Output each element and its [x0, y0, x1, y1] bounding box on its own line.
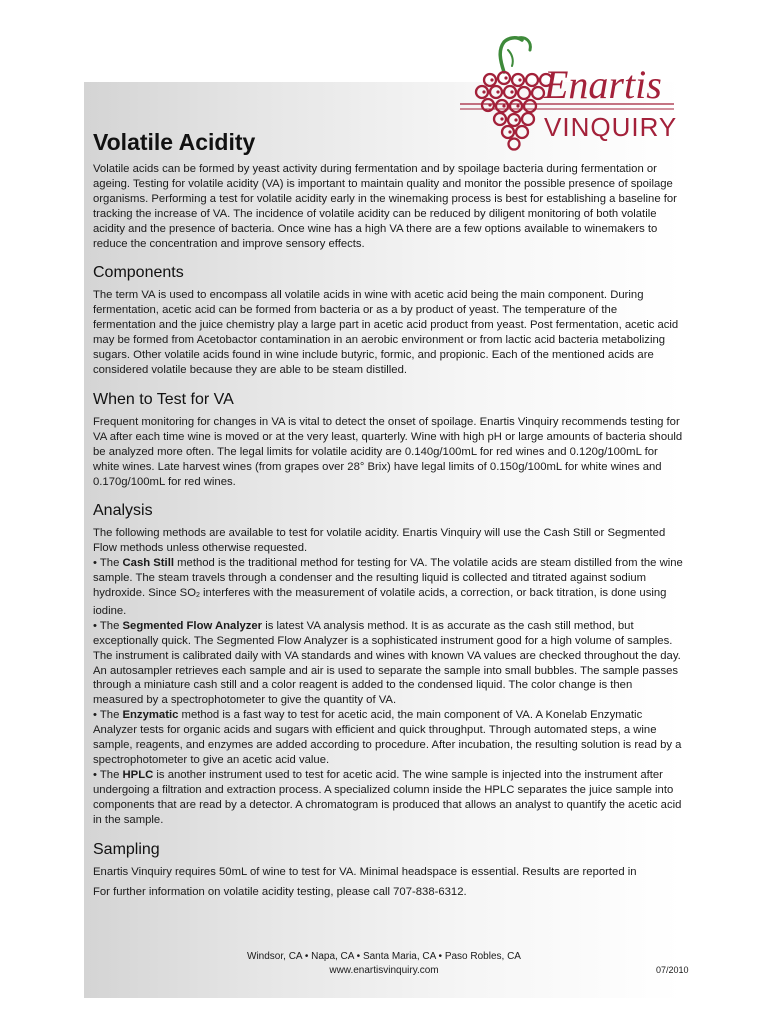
method-name: Segmented Flow Analyzer — [122, 619, 263, 632]
bullet: • The — [93, 557, 123, 570]
intro-paragraph: Volatile acids can be formed by yeast activity during fermentation and by spoilage bacteria during fermentation or ageing. Testing for volatile acidity (VA) is important to maintain quality and monitor the possible presence of spoilage organisms. Performing a test for volatile acidity early in the winemaking process is best for establishing a baseline for tracking the increase of VA. The incidence of volatile acidity can be reduced by diligent monitoring of both volatile acidity and the presence of bacteria. Once wine has a high VA there are a few options available to winemakers to reduce the concentration and improve sensory effects. — [93, 163, 677, 250]
footer-website: www.enartisvinquiry.com — [329, 965, 439, 976]
when-to-test-paragraph: Frequent monitoring for changes in VA is vital to detect the onset of spoilage. Enartis Vinquiry recommends testing for VA after each time wine is moved or at the very least, quarterly. Wine with high pH or large amounts of bacteria should be analyzed more often. The legal limits for volatile acidity are 0.140g/100mL for red wines and 0.120g/100mL for white wines. Late harvest wines (from grapes over 28° Brix) have legal limits of 0.150g/100mL for white wines and 0.170g/100mL for red wines. — [93, 415, 683, 488]
sampling-heading: Sampling — [93, 840, 160, 858]
segmented-flow-item — [93, 619, 683, 708]
sampling-paragraph: Enartis Vinquiry requires 50mL of wine to test for VA. Minimal headspace is essential. Results are reported in — [93, 865, 637, 878]
enzymatic-item — [93, 708, 683, 768]
bullet: • The — [93, 619, 123, 632]
footer-locations: Windsor, CA • Napa, CA • Santa Maria, CA • Paso Robles, CA — [247, 951, 521, 962]
components-heading: Components — [93, 264, 184, 282]
analysis-heading: Analysis — [93, 502, 153, 520]
components-paragraph: The term VA is used to encompass all volatile acids in wine with acetic acid being the main component. During fermentation, acetic acid can be formed from bacteria or as a by product of yeast. The temperature of the fermentation and the juice chemistry play a large part in acetic acid product from yeast. Post fermentation, acetic acid may be formed from Acetobactor contamination in an aerobic environment or from lactic acid bacteria metabolizing sugars. Other volatile acids found in wine include butyric, formic, and propionic. Each of the mentioned acids are considered volatile because they are able to be steam distilled. — [93, 289, 679, 376]
cash-still-item — [93, 556, 683, 619]
contact-paragraph: For further information on volatile acidity testing, please call 707-838-6312. — [93, 886, 467, 899]
document-body — [93, 127, 683, 900]
method-name: Cash Still — [122, 557, 174, 570]
method-text: is another instrument used to test for acetic acid. The wine sample is injected into the instrument after undergoing a filtration and extraction process. A specialized column inside the HPLC separates the juice sample into components that are read by a detector. A chromatogram is produced that allows an analyst to quantify the acetic acid in the sample. — [93, 768, 682, 826]
hplc-item — [93, 768, 683, 828]
method-text: method is the traditional method for testing for VA. The volatile acids are steam distilled from the wine sample. The steam travels through a condenser and the resulting liquid is collected and titrated against sodium hydroxide. Since SO — [93, 557, 683, 600]
method-text: method is a fast way to test for acetic acid, the main component of VA. A Konelab Enzymatic Analyzer tests for organic acids and sugars with efficient and quick throughput. Through automated steps, a wine sample, reagents, and enzymes are added according to procedure. After incubation, the resulting solution is read by a spectrophotometer to give an acetic acid value. — [93, 709, 682, 766]
bullet: • The — [93, 709, 123, 722]
brand-name-vinquiry: VINQUIRY — [544, 112, 678, 142]
method-name: HPLC — [122, 768, 154, 781]
method-text: is latest VA analysis method. It is as accurate as the cash still method, but exceptionally quick. The Segmented Flow Analyzer is a sophisticated instrument good for a high volume of samples. The instrument is calibrated daily with VA standards and wines with known VA values are checked throughout the day. An autosampler retrieves each sample and air is used to separate the sample into small bubbles. The sample passes through a miniature cash still and a color reagent is added to the condensed liquid. The color change is then measured by a spectrophotometer to give the quantity of VA. — [93, 619, 681, 707]
method-text-continued: interferes with the measurement of volatile acids, a correction, or back titration, is done using iodine. — [93, 587, 667, 617]
subscript: 2 — [195, 592, 200, 600]
when-to-test-heading: When to Test for VA — [93, 390, 234, 408]
document-date: 07/2010 — [656, 965, 689, 975]
footer — [150, 950, 618, 978]
page-title: Volatile Acidity — [93, 129, 256, 155]
bullet: • The — [93, 768, 123, 781]
brand-name-enartis: Enartis — [544, 62, 662, 107]
method-name: Enzymatic — [122, 709, 179, 722]
analysis-intro: The following methods are available to test for volatile acidity. Enartis Vinquiry will use the Cash Still or Segmented Flow methods unless otherwise requested. — [93, 527, 666, 555]
